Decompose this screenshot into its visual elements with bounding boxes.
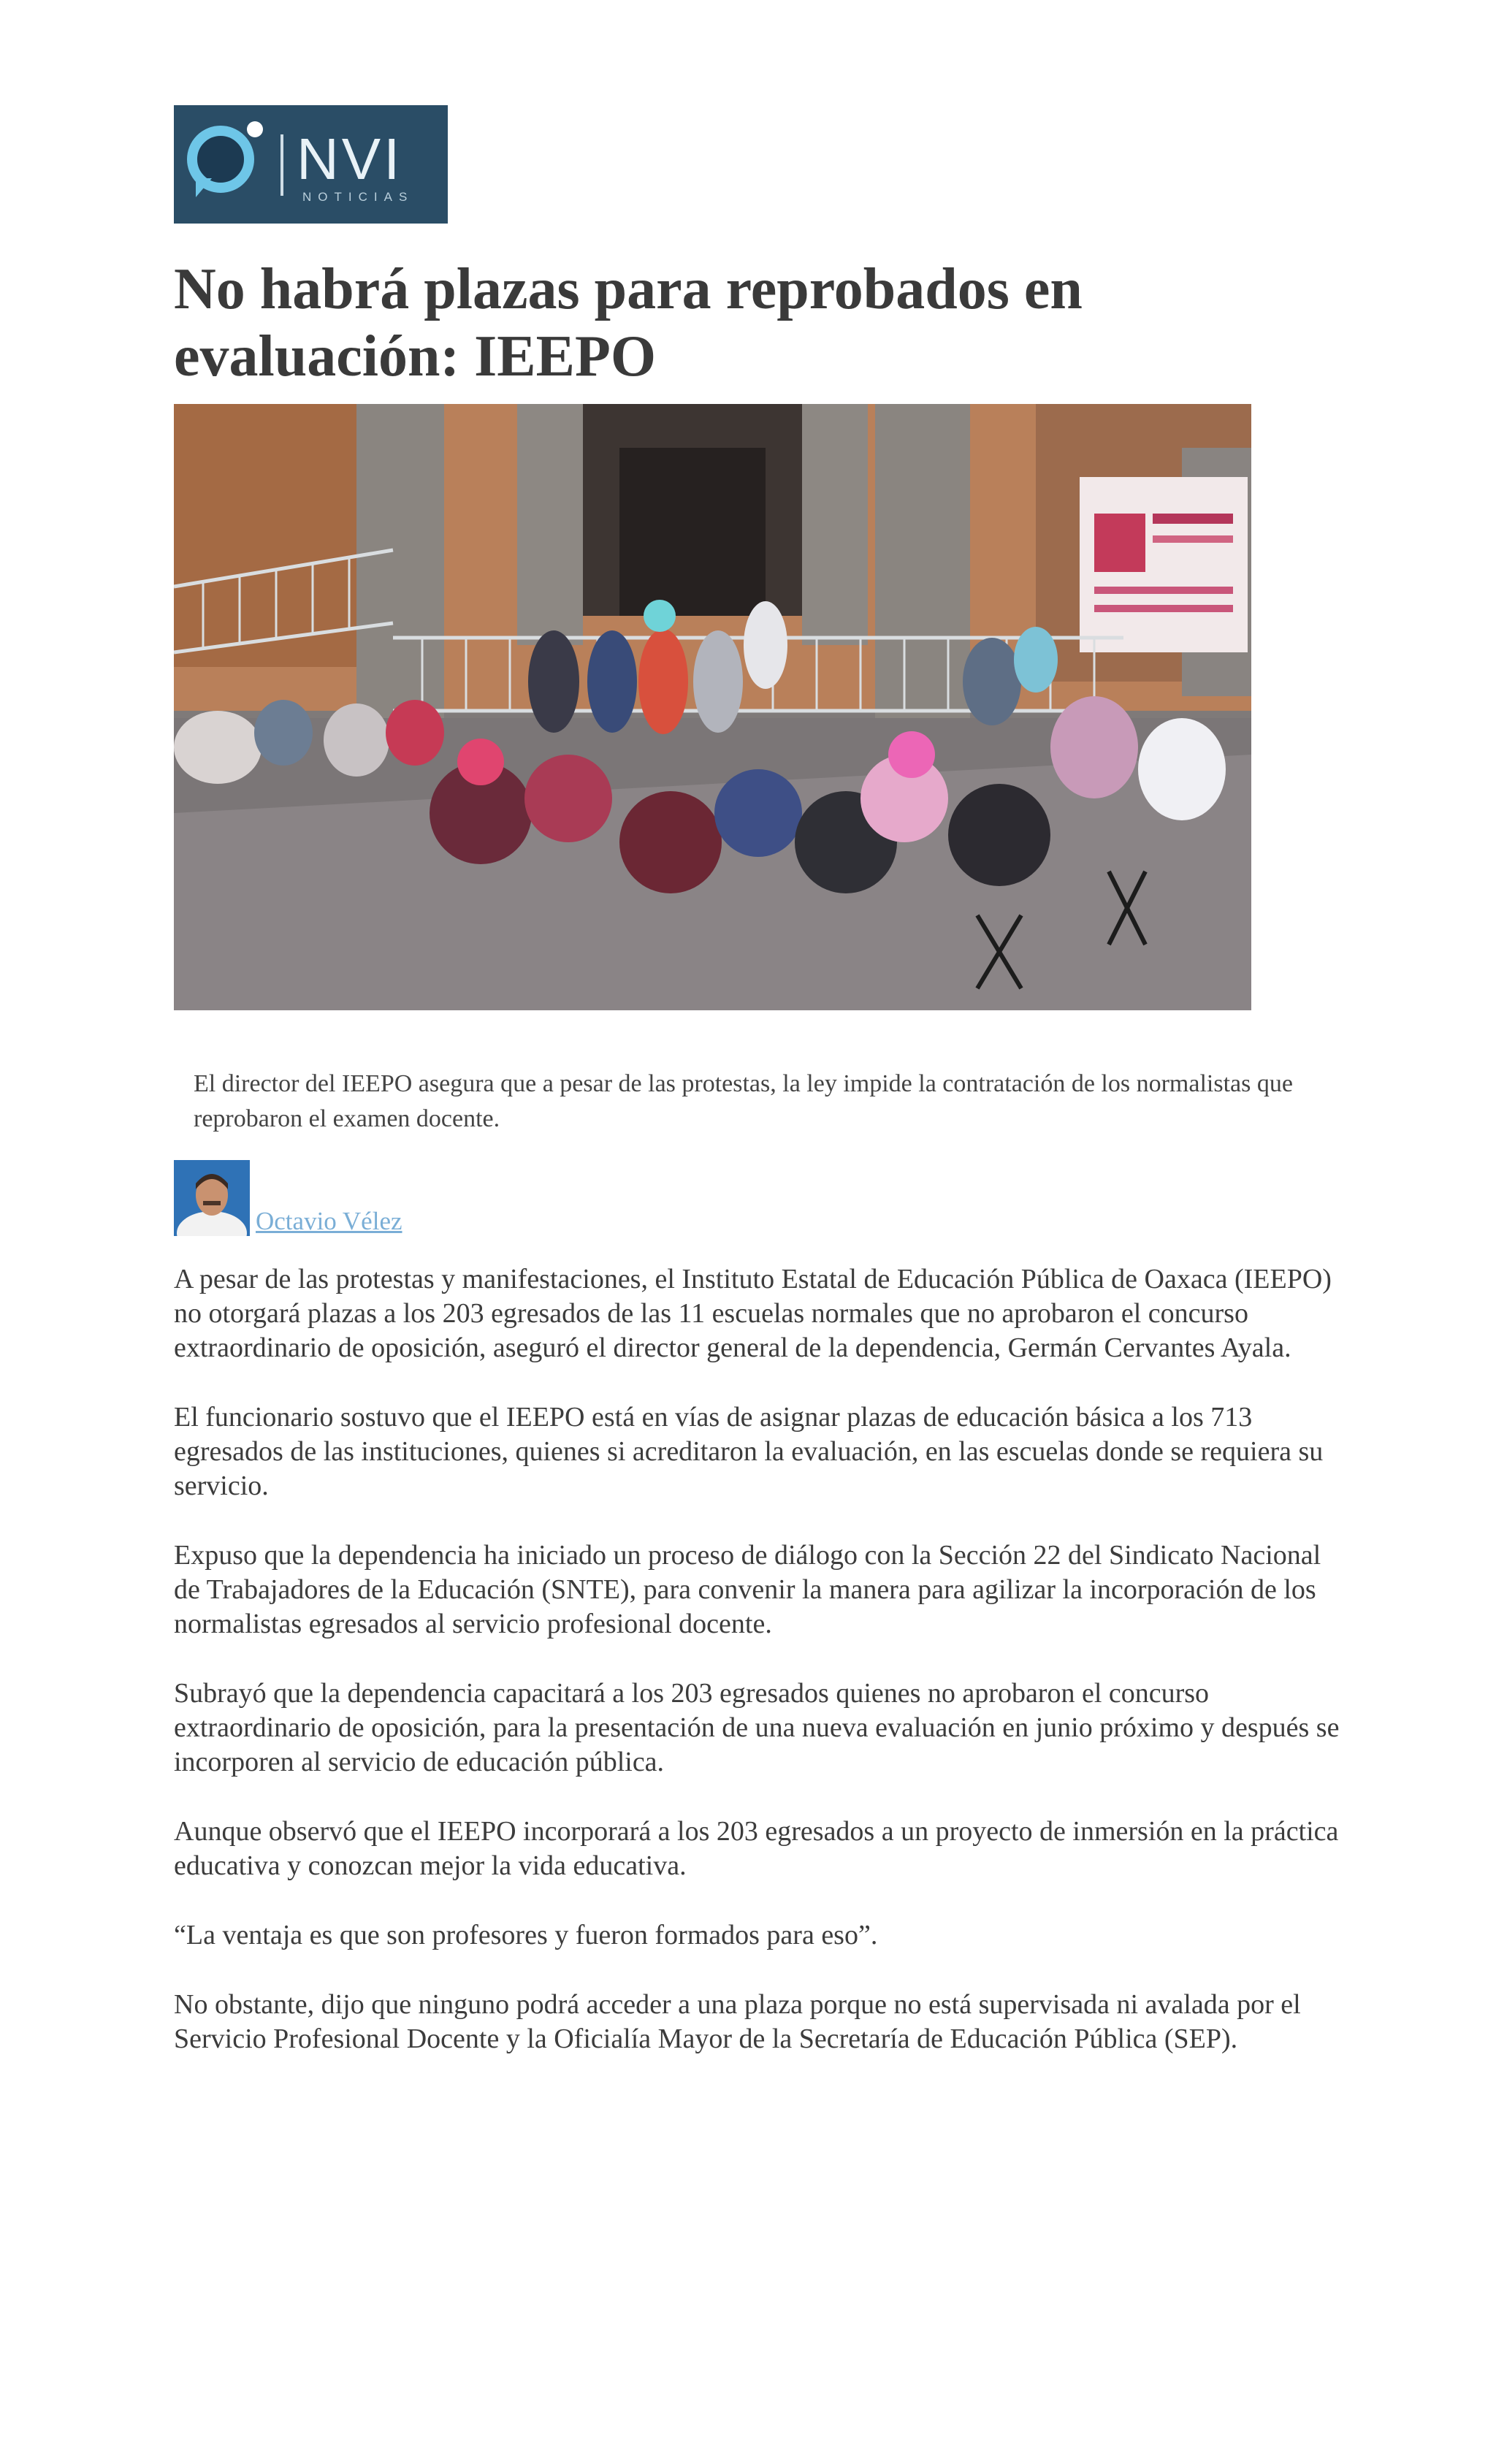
photo-caption: El director del IEEPO asegura que a pesar de las protestas, la ley impide la contratación de los normalistas que reprobaron el examen docente. <box>194 1070 1293 1132</box>
paragraph: A pesar de las protestas y manifestaciones, el Instituto Estatal de Educación Pública de Oaxaca (IEEPO) no otorgará plazas a los 203 egresados de las 11 escuelas normales que no aprobaron el concurso extraordinario de oposición, aseguró el director general de la dependencia, Germán Cervantes Ayala. <box>174 1264 1332 1363</box>
logo-dot <box>247 121 263 137</box>
paragraph: No obstante, dijo que ninguno podrá acceder a una plaza porque no está supervisada ni avalada por el Servicio Profesional Docente y la Oficialía Mayor de la Secretaría de Educación Pública (SEP). <box>174 1989 1301 2054</box>
paragraph: Expuso que la dependencia ha iniciado un proceso de diálogo con la Sección 22 del Sindicato Nacional de Trabajadores de la Educación (SNTE), para convenir la manera para agilizar la incorporación de los normalistas egresados al servicio profesional docente. <box>174 1540 1321 1639</box>
paragraph: El funcionario sostuvo que el IEEPO está en vías de asignar plazas de educación básica a los 713 egresados de las instituciones, quienes si acreditaron la evaluación, en las escuelas donde se requiera su servicio. <box>174 1402 1324 1501</box>
logo-bubble-tail <box>196 178 212 197</box>
paragraph: Aunque observó que el IEEPO incorporará a los 203 egresados a un proyecto de inmersión en la práctica educativa y conozcan mejor la vida educativa. <box>174 1816 1339 1881</box>
paragraph-quote: “La ventaja es que son profesores y fueron formados para eso”. <box>174 1920 878 1950</box>
author-avatar[interactable] <box>174 1160 250 1236</box>
logo-tagline: NOTICIAS <box>302 190 414 204</box>
article-photo <box>174 404 1251 1010</box>
site-logo[interactable] <box>174 105 448 224</box>
logo-brand-text: NVI <box>297 126 403 191</box>
article-title: No habrá plazas para reprobados en evaluación: IEEPO <box>174 257 1083 389</box>
article-body <box>174 1262 1343 2091</box>
author-link[interactable]: Octavio Vélez <box>256 1207 402 1235</box>
paragraph: Subrayó que la dependencia capacitará a los 203 egresados quienes no aprobaron el concurso extraordinario de oposición, para la presentación de una nueva evaluación en junio próximo y después se incorporen al servicio de educación pública. <box>174 1678 1340 1777</box>
logo-divider <box>280 134 283 196</box>
